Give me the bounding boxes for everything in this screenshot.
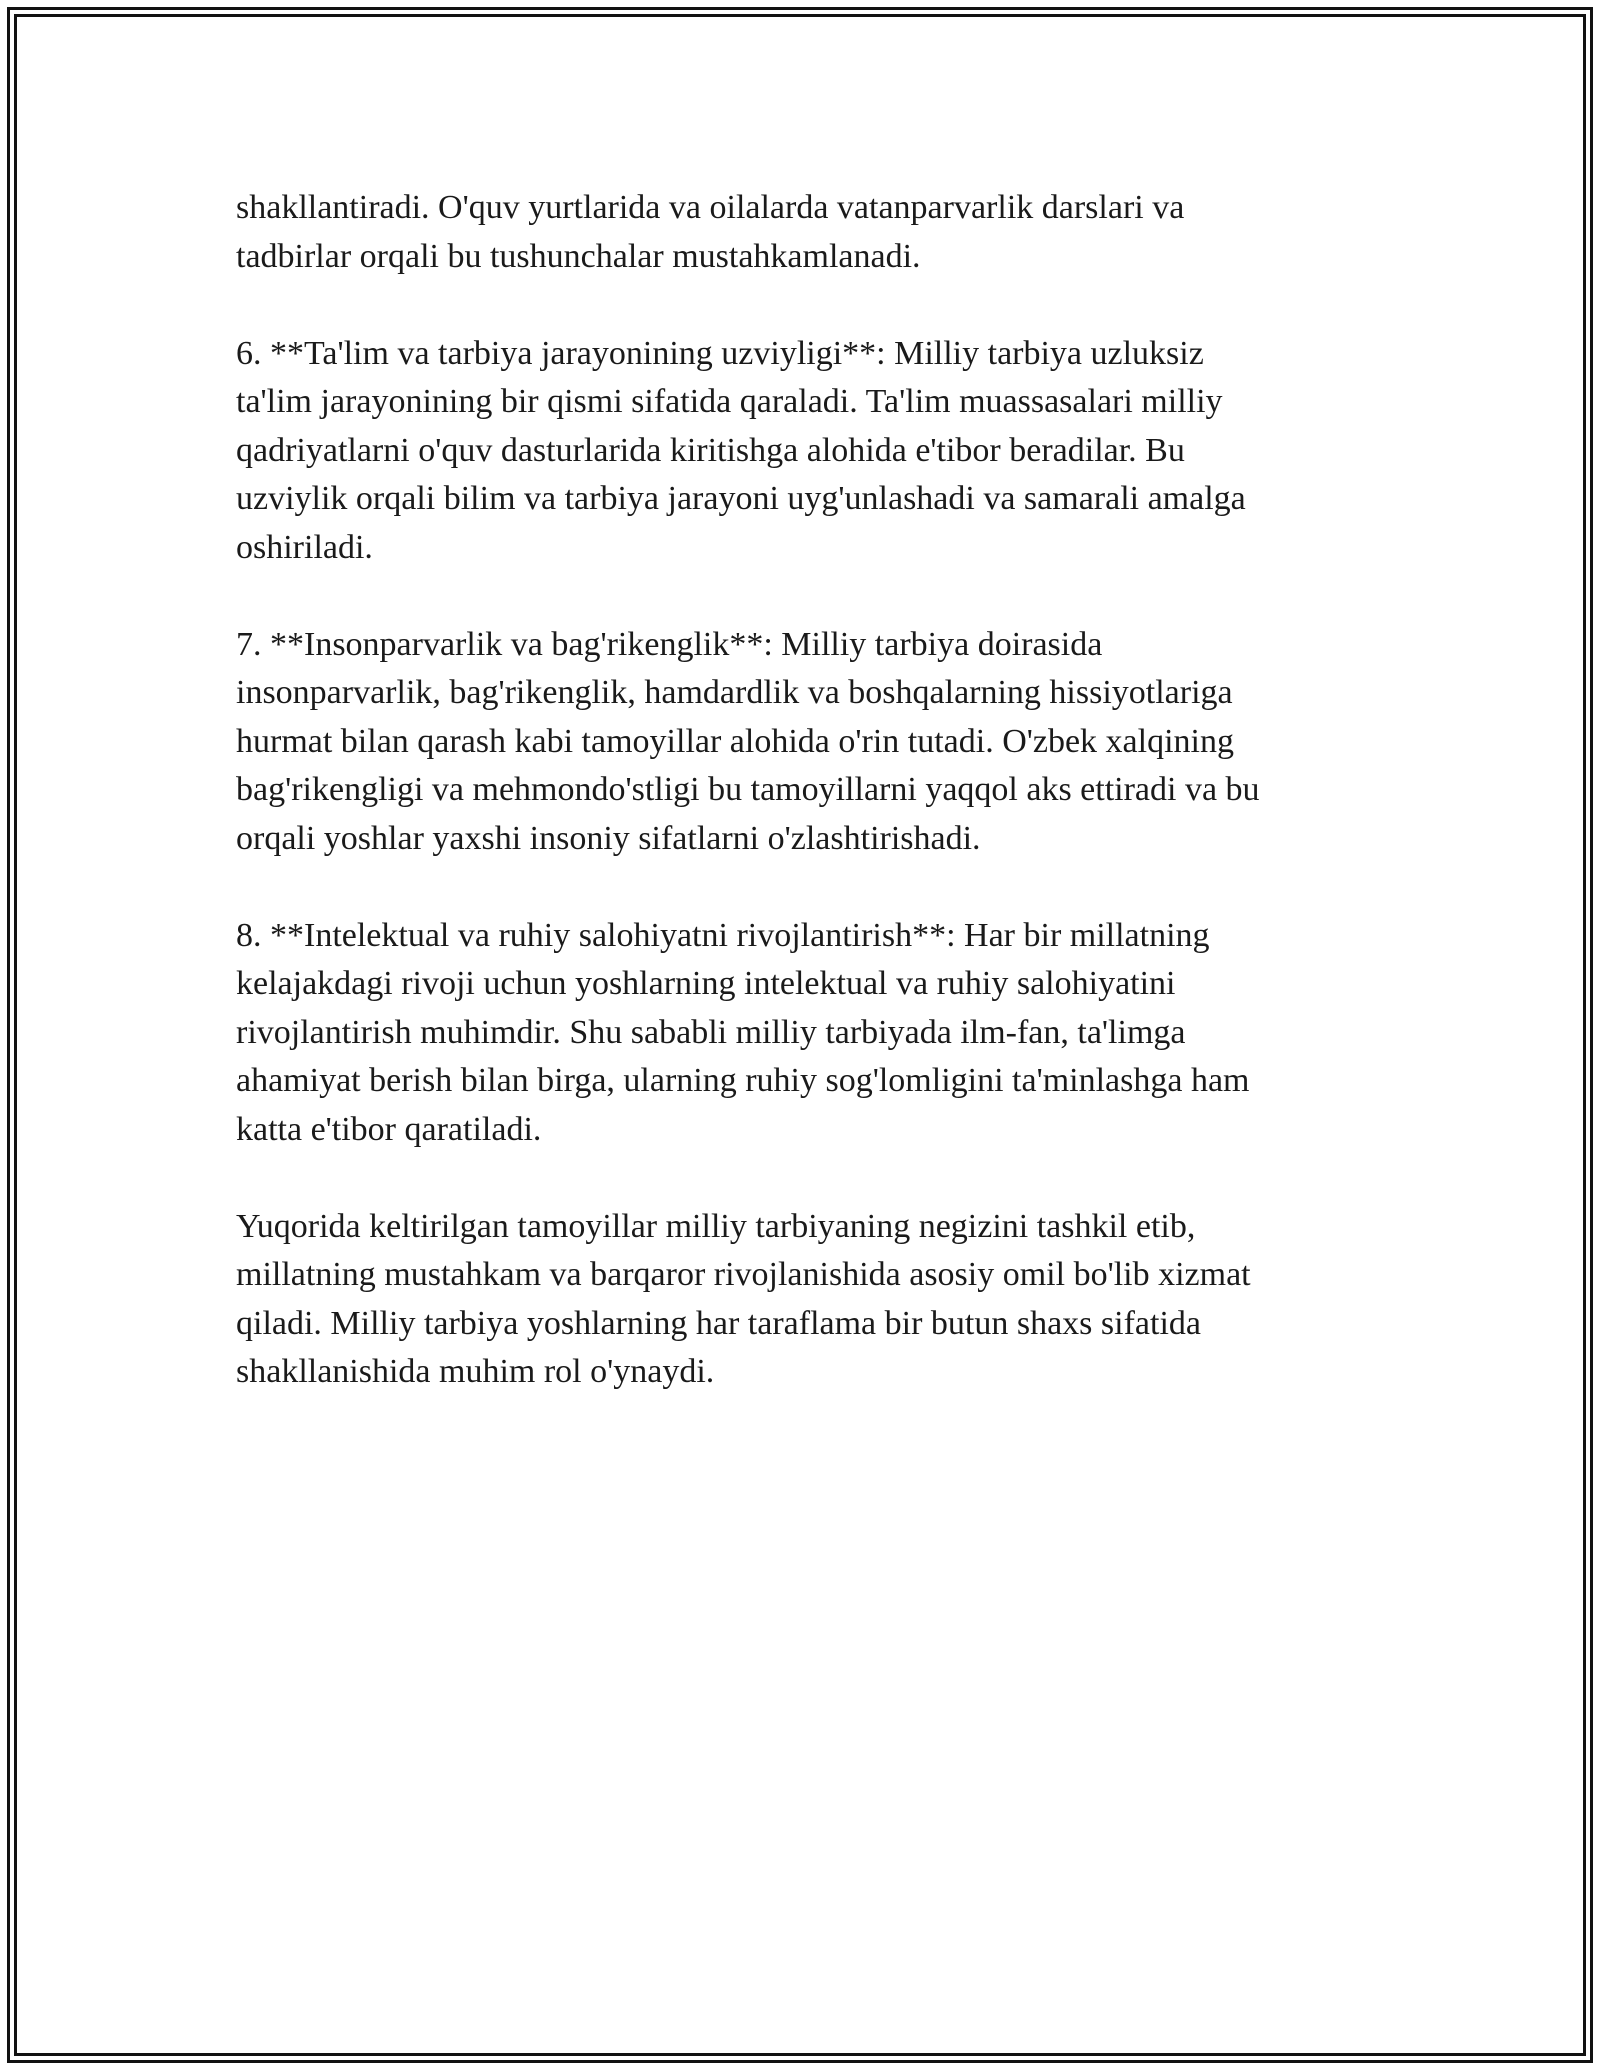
paragraph-item-7: 7. **Insonparvarlik va bag'rikenglik**: Milliy tarbiya doirasida insonparvarlik, bag'rikenglik, hamdardlik va boshqalarning hissiyotlariga hurmat bilan qarash kabi tamoyillar alohida o'rin tutadi. O'zbek xalqining bag'rikengligi va mehmondo'stligi bu tamoyillarni yaqqol aks ettiradi va bu orqali yoshlar yaxshi insoniy sifatlarni o'zlashtirishadi. <box>236 625 1260 857</box>
paragraph-continuation: shakllantiradi. O'quv yurtlarida va oilalarda vatanparvarlik darslari va tadbirlar orqali bu tushunchalar mustahkamlanadi. <box>236 189 1185 275</box>
paragraph-conclusion: Yuqorida keltirilgan tamoyillar milliy tarbiyaning negizini tashkil etib, millatning mustahkam va barqaror rivojlanishida asosiy omil bo'lib xizmat qiladi. Milliy tarbiya yoshlarning har taraflama bir butun shaxs sifatida shakllanishida muhim rol o'ynaydi. <box>236 1207 1251 1390</box>
document-body <box>236 184 1356 1445</box>
paragraph-item-8: 8. **Intelektual va ruhiy salohiyatni rivojlantirish**: Har bir millatning kelajakdagi rivoji uchun yoshlarning intelektual va ruhiy salohiyatini rivojlantirish muhimdir. Shu sababli milliy tarbiyada ilm-fan, ta'limga ahamiyat berish bilan birga, ularning ruhiy sog'lomligini ta'minlashga ham katta e'tibor qaratiladi. <box>236 916 1250 1148</box>
paragraph-item-6: 6. **Ta'lim va tarbiya jarayonining uzviyligi**: Milliy tarbiya uzluksiz ta'lim jarayonining bir qismi sifatida qaraladi. Ta'lim muassasalari milliy qadriyatlarni o'quv dasturlarida kiritishga alohida e'tibor beradilar. Bu uzviylik orqali bilim va tarbiya jarayoni uyg'unlashadi va samarali amalga oshiriladi. <box>236 334 1246 566</box>
